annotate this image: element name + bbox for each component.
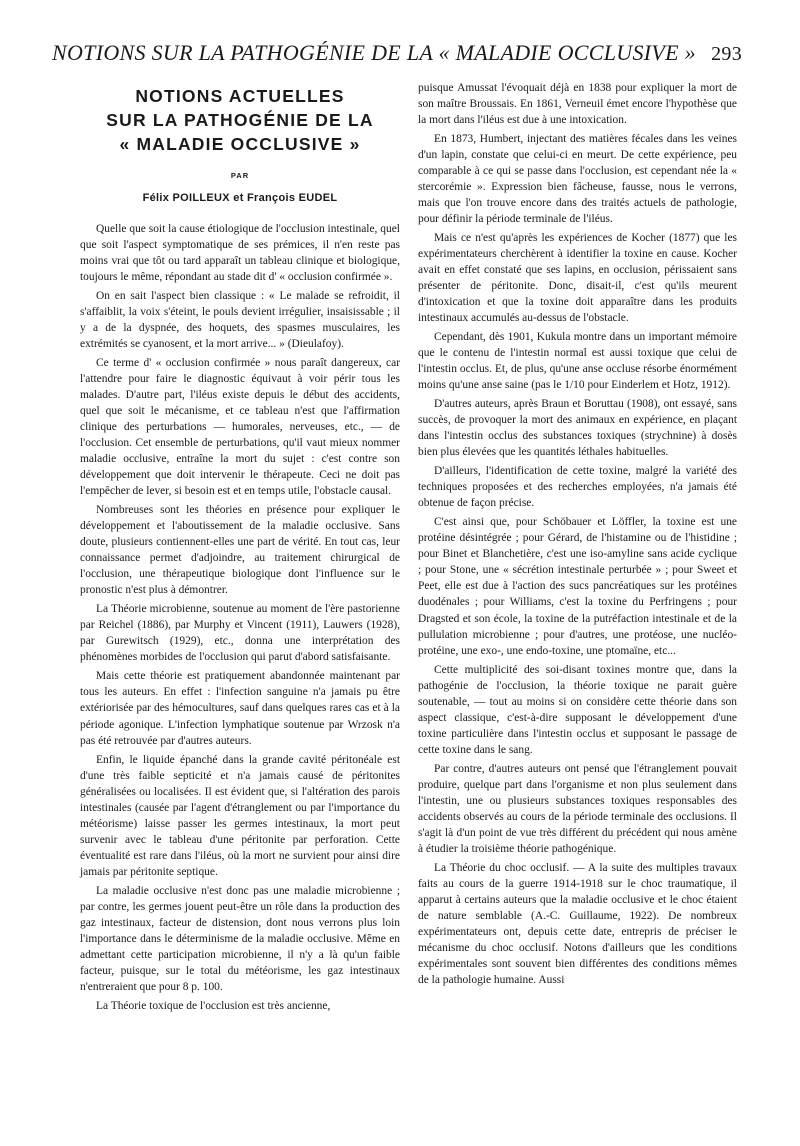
page-number: 293: [711, 43, 742, 65]
paragraph: Par contre, d'autres auteurs ont pensé que l'étranglement pouvait produire, quelque part dans l'organisme et non plus seulement dans l'intestin, une ou plusieurs substances toxiques responsables des accidents observés au cours de la période terminale des occlusions. Il s'agit là d'un point de vue très différent du précédent qui nous amène à étudier la troisième théorie pathogénique.: [418, 762, 737, 855]
paragraph: Cependant, dès 1901, Kukula montre dans un important mémoire que le contenu de l'intestin normal est aussi toxique que celui de l'intestin occlus. Et, de plus, qu'une anse occluse résorbe énormément moins qu'une anse saine (pas le 1/10 pour Einderlem et Hotz, 1912).: [418, 331, 737, 392]
paragraph: puisque Amussat l'évoquait déjà en 1838 pour expliquer la mort de son maître Broussais. En 1861, Verneuil émet encore l'hypothèse que la mort dans l'iléus est due à une intoxication.: [418, 82, 737, 127]
running-head: [52, 40, 742, 66]
title-line-3: « MALADIE OCCLUSIVE »: [119, 134, 361, 154]
paragraph: Quelle que soit la cause étiologique de l'occlusion intestinale, quel que soit l'aspect symptomatique de ses prémices, il n'en reste pas moins vrai que tôt ou tard apparaît un tableau clinique et biologique, toujours le même, répondant au stade dit d' « occlusion confirmée ».: [80, 223, 400, 284]
paragraph: On en sait l'aspect bien classique : « Le malade se refroidit, il s'affaiblit, la voix s'éteint, le pouls devient irrégulier, insaisissable ; il y a de la dyspnée, des hoquets, des spasmes musculaires, les extrémités se cyanosent, et la mort arrive... » (Dieulafoy).: [80, 290, 400, 351]
paragraph: D'ailleurs, l'identification de cette toxine, malgré la variété des techniques proposées et des recherches employées, n'a jamais été obtenue de façon précise.: [418, 465, 737, 510]
paragraph: Mais ce n'est qu'après les expériences de Kocher (1877) que les expérimentateurs cherchèrent à identifier la toxine en cause. Kocher avait en effet constaté que ses lapins, en occlusion, périssaient sans présenter de péritonite. Donc, disait-il, c'est qu'ils meurent d'intoxication et que la toxine doit apparaître dans les produits intestinaux accumulés au-dessus de l'obstacle.: [418, 232, 737, 325]
right-column: [418, 80, 737, 991]
paragraph: D'autres auteurs, après Braun et Boruttau (1908), ont essayé, sans succès, de provoquer la mort des animaux en expérience, en plaçant dans l'intestin occlus des substances toxiques (strychnine) à dosès bien plus élevées que les quantités léthales habituelles.: [418, 398, 737, 459]
left-column: [80, 80, 400, 1017]
paragraph: Enfin, le liquide épanché dans la grande cavité péritonéale est d'une très faible septicité et n'a jamais causé de péritonites généralisées ou localisées. Il est évident que, si l'altération des parois intestinales (causée par l'agent d'étranglement ou par l'importance du météorisme) laisse passer les germes intestinaux, la mort peut survenir avec le tableau d'une péritonite par perforation. Cette éventualité est rare dans l'iléus, où la mort ne survient pour ainsi dire jamais par péritonite septique.: [80, 753, 400, 878]
title-line-2: SUR LA PATHOGÉNIE DE LA: [106, 110, 374, 130]
running-head-title: NOTIONS SUR LA PATHOGÉNIE DE LA « MALADIE OCCLUSIVE »: [52, 40, 696, 65]
paragraph: Nombreuses sont les théories en présence pour expliquer le développement et l'aboutissement de la maladie occlusive. Sans doute, plusieurs contiennent-elles une part de vérité. En tout cas, leur connaissance permet d'adjoindre, au traitement chirurgical de l'occlusion, une thérapeutique biologique dont l'influence sur le pronostic n'est plus à démontrer.: [80, 504, 400, 597]
paragraph: La Théorie microbienne, soutenue au moment de l'ère pastorienne par Reichel (1886), par Murphy et Vincent (1911), Lauwers (1928), par Gurewitsch (1929), etc., donna une interprétation des phénomènes morbides de l'occlusion qui parut d'abord satisfaisante.: [80, 603, 400, 664]
paragraph: Cette multiplicité des soi-disant toxines montre que, dans la pathogénie de l'occlusion, la théorie toxique ne parait guère soutenable, — tout au moins si on considère cette théorie dans son aspect classique, c'est-à-dire supposant le développement d'une toxine particulière dans l'intestin occlus et supposant le passage de cette toxine dans le sang.: [418, 663, 737, 756]
paragraph: Ce terme d' « occlusion confirmée » nous paraît dangereux, car l'attendre pour faire le diagnostic équivaut à voir périr tous les malades. D'autre part, l'iléus existe depuis le début des accidents, quel que soit le mécanisme, et ce tableau n'est que l'affirmation clinique des perturbations — humorales, nerveuses, etc., — de l'occlusion. Cet ensemble de perturbations, qu'il vaut mieux nommer maladie occlusive, entraîne la mort du sujet : c'est contre son développement que doit intervenir le thérapeute. Ceci ne doit pas l'empêcher de lever, si besoin est et en temps utile, l'obstacle causal.: [80, 357, 400, 498]
paragraph: Mais cette théorie est pratiquement abandonnée maintenant par tous les auteurs. En effet : l'infection sanguine n'a jamais pu être extériorisée par des hémocultures, sauf dans quelques rares cas et à la période agonique. L'infection lymphatique soutenue par Wrzosk n'a pas été retrouvée par d'autres auteurs.: [80, 670, 400, 747]
paragraph: La maladie occlusive n'est donc pas une maladie microbienne ; par contre, les germes jouent peut-être un rôle dans la production des gaz intestinaux, facteur de distension, dont nous verrons plus loin l'importance dans le déterminisme de la maladie occlusive. Même en admettant cette participation microbienne, il n'y a là qu'un faible facteur, puisque, sur le total du météorisme, les gaz intestinaux n'entreraient que pour 8 p. 100.: [80, 884, 400, 993]
byline-par: PAR: [230, 171, 250, 180]
authors: Félix POILLEUX et François EUDEL: [142, 192, 338, 205]
paragraph: C'est ainsi que, pour Schöbauer et Löffler, la toxine est une protéine désintégrée ; pour Gérard, de l'histamine ou de l'histidine ; pour Binet et Blanchetière, c'est une iso-amyline sans acide cyclique ; pour Stone, une « sécrétion intestinale perturbée » ; pour Sweet et Peet, elle est due à l'action des sucs pancréatiques sur les protéines duodénales ; pour Williams, c'est la toxine du Perfringens ; pour Dragsted et son école, la toxine de la putréfaction intestinale et de la pullulation microbienne ; pour d'autres, une protéose, une nucléo-protéine, une exo-, une endo-toxine, une ptomaïne, etc...: [418, 516, 737, 657]
article-title: [80, 84, 400, 156]
paragraph: En 1873, Humbert, injectant des matières fécales dans les veines d'un lapin, constate que celui-ci en meurt. De cette expérience, peu comparable à ce qui se passe dans l'occlusion, est cependant née la « stercorémie ». Expression bien fâcheuse, fausse, nous le verrons, mais que l'on trouve encore dans des traités actuels de pathologie, pour définir la période terminale de l'iléus.: [418, 133, 737, 226]
paragraph: La Théorie toxique de l'occlusion est très ancienne,: [96, 999, 331, 1012]
title-line-1: NOTIONS ACTUELLES: [135, 86, 345, 106]
paragraph: La Théorie du choc occlusif. — A la suite des multiples travaux faits au cours de la guerre 1914-1918 sur le choc traumatique, il apparut à certains auteurs que la maladie occlusive et le choc étaient de nature semblable (A.-C. Guillaume, 1922). De nombreux expérimentateurs ont, depuis cette date, entrepris de préciser le mécanisme du choc occlusif. Notons d'ailleurs que les conditions expérimentales sont souvent bien différentes des conditions mêmes de la pathologie humaine. Aussi: [418, 861, 737, 986]
